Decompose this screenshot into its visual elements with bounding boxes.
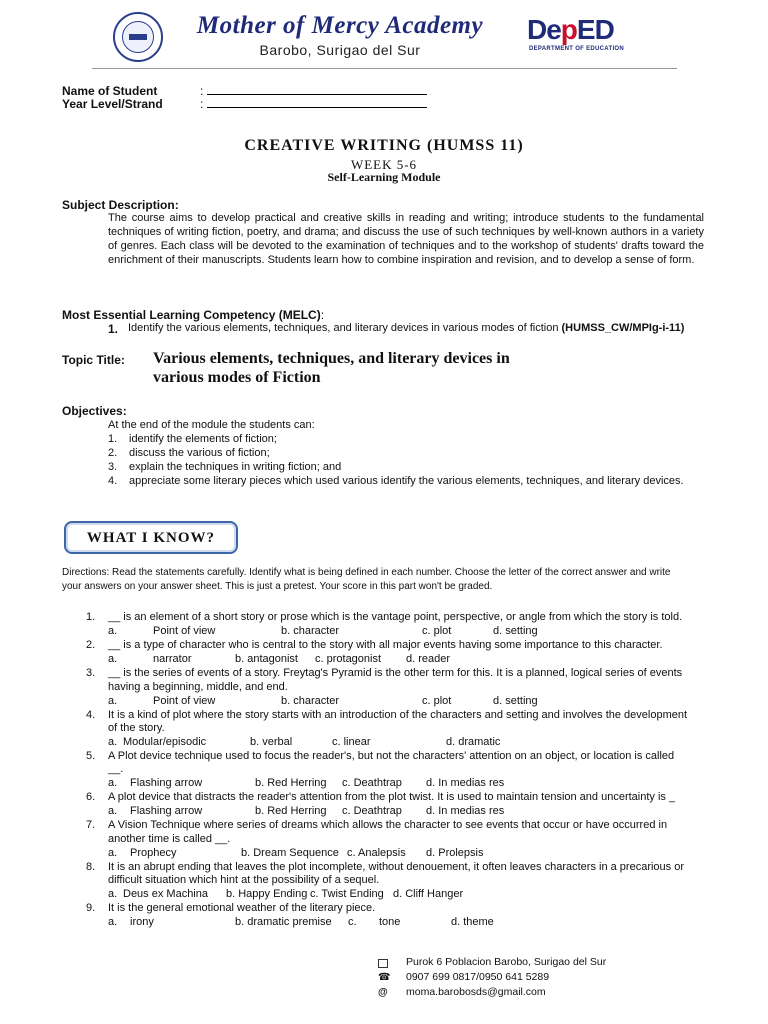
objective-item xyxy=(108,460,708,474)
what-i-know-title: WHAT I KNOW? xyxy=(86,530,216,546)
directions-line-1: Directions: Read the statements carefully. Identify what is being defined in each number. Choose the letter of the correct answer and write xyxy=(62,567,671,578)
question-text: It is the general emotional weather of the literary piece. xyxy=(108,902,376,914)
option-c: c. plot xyxy=(422,625,452,637)
question-options xyxy=(108,916,708,930)
what-i-know-box xyxy=(64,521,238,554)
school-seal-logo xyxy=(113,12,163,62)
deped-logo-ed: ED xyxy=(576,14,614,45)
subject-text: The course aims to develop practical and creative skills in reading and writing; introduce students to the fundamental techniques of writing fiction, poetry, and drama; and discuss the use of such techniques by well-known authors in a variety of genres. Each class will be devoted to the examination of techniques and to the workshop of students' drafts toward the enrichment of their manuscripts. Students learn how to combine inspiration and revision, and to develop a sense of form. xyxy=(108,212,704,266)
option-d: d. In medias res xyxy=(426,805,505,817)
melc-code: (HUMSS_CW/MPIg-i-11) xyxy=(561,322,685,334)
topic-label: Topic Title: xyxy=(62,353,125,367)
option-c: c. protagonist xyxy=(315,653,382,665)
option-a: Flashing arrow xyxy=(130,805,203,817)
melc-label xyxy=(62,308,324,322)
question-number: 3. xyxy=(86,667,96,679)
question-options xyxy=(108,695,708,709)
option-d: d. dramatic xyxy=(446,736,501,748)
question-number: 9. xyxy=(86,902,96,914)
option-c: c. plot xyxy=(422,695,452,707)
option-c: c. Analepsis xyxy=(347,847,406,859)
option-a: irony xyxy=(130,916,154,928)
option-letter: a. xyxy=(108,805,118,817)
option-letter: a. xyxy=(108,888,118,900)
option-letter: a. xyxy=(108,736,118,748)
week-label: WEEK 5-6 xyxy=(350,157,418,172)
option-letter: a. xyxy=(108,625,118,637)
option-letter: a. xyxy=(108,777,118,789)
module-label: Self-Learning Module xyxy=(327,170,441,184)
question-text: It is a kind of plot where the story starts with an introduction of the characters and setting and involves the development xyxy=(108,709,688,721)
school-location: Barobo, Surigao del Sur xyxy=(259,42,421,58)
option-c: c. linear xyxy=(332,736,371,748)
question-options xyxy=(108,653,708,667)
objective-text: identify the elements of fiction; xyxy=(129,433,277,445)
name-underline xyxy=(207,84,427,95)
footer-phone-row xyxy=(378,970,678,985)
option-c: c. Deathtrap xyxy=(342,805,402,817)
objective-num: 4. xyxy=(108,475,118,487)
subject-label: Subject Description: xyxy=(62,198,179,212)
deped-logo-de: De xyxy=(527,14,561,45)
objective-text: discuss the various of fiction; xyxy=(129,447,270,459)
option-c-letter: c. xyxy=(348,916,357,928)
question-text: A Plot device technique used to focus the reader's, but not the characters' attention on an object, or location is called xyxy=(108,750,675,762)
option-a: Deus ex Machina xyxy=(123,888,208,900)
question-text: It is an abrupt ending that leaves the plot incomplete, without denouement, it often leaves characters in a precarious or xyxy=(108,861,685,873)
option-d: d. reader xyxy=(406,653,451,665)
option-letter: a. xyxy=(108,847,118,859)
option-b: b. character xyxy=(281,695,340,707)
option-a: Point of view xyxy=(153,625,216,637)
option-letter: a. xyxy=(108,916,118,928)
option-b: b. Dream Sequence xyxy=(241,847,339,859)
question-text-cont: of the story. xyxy=(108,722,165,734)
deped-logo-p: p xyxy=(560,14,577,45)
option-letter: a. xyxy=(108,695,118,707)
option-d: d. theme xyxy=(451,916,494,928)
footer-email-row xyxy=(378,985,678,1000)
option-b: b. antagonist xyxy=(235,653,298,665)
melc-number: 1. xyxy=(108,322,119,336)
objectives-list xyxy=(108,432,708,488)
footer-address-row xyxy=(378,955,678,970)
option-c: c. Deathtrap xyxy=(342,777,402,789)
option-a: Point of view xyxy=(153,695,216,707)
option-b: b. Red Herring xyxy=(255,805,327,817)
question-number: 6. xyxy=(86,791,96,803)
school-name: Mother of Mercy Academy xyxy=(196,12,484,39)
deped-dept-text: DEPARTMENT OF EDUCATION xyxy=(529,46,625,52)
objective-item xyxy=(108,446,708,460)
option-c: c. Twist Ending xyxy=(310,888,384,900)
objective-num: 2. xyxy=(108,447,118,459)
question-number: 5. xyxy=(86,750,96,762)
question-number: 2. xyxy=(86,639,96,651)
year-colon: : xyxy=(200,97,204,111)
question-text-cont: another time is called __. xyxy=(108,833,231,845)
footer-phone: 0907 699 0817/0950 641 5289 xyxy=(406,971,550,983)
question-text-cont: __. xyxy=(108,763,124,775)
objective-item xyxy=(108,474,708,488)
option-letter: a. xyxy=(108,653,118,665)
option-d: d. Prolepsis xyxy=(426,847,484,859)
phone-icon: ☎ xyxy=(378,972,391,983)
email-icon: @ xyxy=(378,987,388,998)
option-a: Flashing arrow xyxy=(130,777,203,789)
course-title: CREATIVE WRITING (HUMSS 11) xyxy=(244,137,524,154)
question-text: __ is the series of events of a story. Freytag's Pyramid is the other term for this. It is a planned, logical series of events xyxy=(108,667,683,679)
question-options xyxy=(108,625,708,639)
question-options xyxy=(108,805,708,819)
option-b: b. dramatic premise xyxy=(235,916,332,928)
header-divider xyxy=(92,68,677,69)
seal-banner xyxy=(129,34,147,40)
objective-num: 1. xyxy=(108,433,118,445)
topic-title-line1: Various elements, techniques, and literary devices in xyxy=(153,350,510,367)
objectives-label: Objectives: xyxy=(62,404,127,418)
question-options xyxy=(108,888,708,902)
objective-text: explain the techniques in writing fiction; and xyxy=(129,461,342,473)
option-b: b. verbal xyxy=(250,736,293,748)
option-b: b. Happy Ending xyxy=(226,888,308,900)
objective-num: 3. xyxy=(108,461,118,473)
question-number: 1. xyxy=(86,611,96,623)
option-b: b. character xyxy=(281,625,340,637)
name-colon: : xyxy=(200,84,204,98)
option-d: d. setting xyxy=(493,625,538,637)
name-label: Name of Student xyxy=(62,84,158,98)
year-field[interactable] xyxy=(200,97,427,111)
topic-title-line2: various modes of Fiction xyxy=(153,369,321,386)
name-field[interactable] xyxy=(200,84,427,98)
question-text: __ is an element of a short story or prose which is the vantage point, perspective, or angle from which the story is told. xyxy=(108,611,683,623)
question-options xyxy=(108,777,708,791)
option-a: Modular/episodic xyxy=(123,736,207,748)
option-d: d. In medias res xyxy=(426,777,505,789)
option-b: b. Red Herring xyxy=(255,777,327,789)
deped-logo xyxy=(527,14,647,60)
melc-item xyxy=(128,322,708,334)
question-text-cont: difficult situation which hint at the possibility of a sequel. xyxy=(108,874,380,886)
question-number: 8. xyxy=(86,861,96,873)
objective-item xyxy=(108,432,708,446)
melc-colon: : xyxy=(320,308,325,322)
option-d: d. Cliff Hanger xyxy=(393,888,464,900)
option-c: tone xyxy=(379,916,401,928)
footer-contact xyxy=(378,955,678,1001)
question-number: 7. xyxy=(86,819,96,831)
question-text-cont: having a beginning, middle, and end. xyxy=(108,681,288,693)
year-underline xyxy=(207,97,427,108)
question-number: 4. xyxy=(86,709,96,721)
question-text: A plot device that distracts the reader's attention from the plot twist. It is used to maintain tension and uncertainty is _ xyxy=(108,791,676,803)
question-options xyxy=(108,847,708,861)
footer-email[interactable]: moma.barobosds@gmail.com xyxy=(406,986,546,998)
question-options xyxy=(108,736,708,750)
objective-text: appreciate some literary pieces which used various identify the various elements, techniques, and literary devices. xyxy=(129,475,684,487)
option-a: narrator xyxy=(153,653,192,665)
option-a: Prophecy xyxy=(130,847,177,859)
directions-line-2: your answers on your answer sheet. This is just a pretest. Your score in this part won't be graded. xyxy=(62,581,493,592)
question-text: A Vision Technique where series of dreams which allows the character to see events that occur or have occurred in xyxy=(108,819,668,831)
melc-text: Identify the various elements, techniques, and literary devices in various modes of fiction xyxy=(128,322,559,334)
question-text: __ is a type of character who is central to the story with all major events having some importance to this character. xyxy=(108,639,663,651)
melc-label-text: Most Essential Learning Competency (MELC) xyxy=(62,308,321,322)
year-label: Year Level/Strand xyxy=(62,97,163,111)
footer-address: Purok 6 Poblacion Barobo, Surigao del Sur xyxy=(406,956,607,968)
option-d: d. setting xyxy=(493,695,538,707)
objectives-intro: At the end of the module the students can: xyxy=(108,419,315,431)
